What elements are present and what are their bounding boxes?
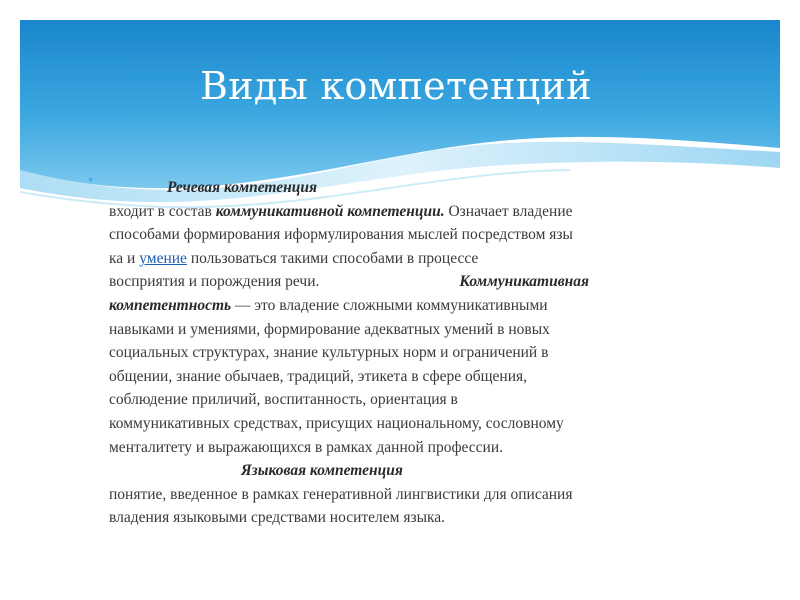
body-line: соблюдение приличий, воспитанность, ориентация в — [109, 391, 458, 409]
slide-title: Виды компетенций — [200, 64, 592, 108]
link-umenie[interactable]: умение — [139, 249, 187, 267]
body-line: менталитету и выражающихся в рамках данной профессии. — [109, 438, 503, 456]
body-line — [109, 176, 709, 200]
slide-body — [109, 176, 709, 530]
term-language-competence: Языковая компетенция — [241, 462, 403, 480]
bullet-icon: * — [88, 174, 94, 189]
body-line: социальных структурах, знание культурных норм и ограничений в — [109, 344, 549, 362]
term-speech-competence: Речевая компетенция — [167, 179, 317, 196]
body-line: восприятия и порождения речи. Коммуникативная — [109, 273, 589, 291]
slide — [20, 20, 780, 580]
body-line: коммуникативных средствах, присущих национальному, сословному — [109, 414, 564, 432]
body-line: способами формирования иформулирования мыслей посредством язы — [109, 226, 573, 244]
body-line: понятие, введенное в рамках генеративной лингвистики для описания — [109, 485, 573, 503]
body-line: общении, знание обычаев, традиций, этикета в сфере общения, — [109, 367, 528, 385]
body-line: владения языковыми средствами носителем языка. — [109, 509, 446, 527]
body-line: входит в состав коммуникативной компетенции. Означает владение — [109, 202, 573, 220]
body-line — [109, 459, 709, 483]
body-line: навыками и умениями, формирование адекватных умений в новых — [109, 320, 550, 338]
term-communicative-competence: коммуникативной компетенции. — [215, 202, 445, 220]
body-line: компетентность — это владение сложными коммуникативными — [109, 296, 548, 314]
term-communicative: Коммуникативная — [459, 273, 589, 291]
body-line: ка и умение пользоваться такими способами в процессе — [109, 249, 479, 267]
term-competentnost: компетентность — [109, 296, 232, 314]
